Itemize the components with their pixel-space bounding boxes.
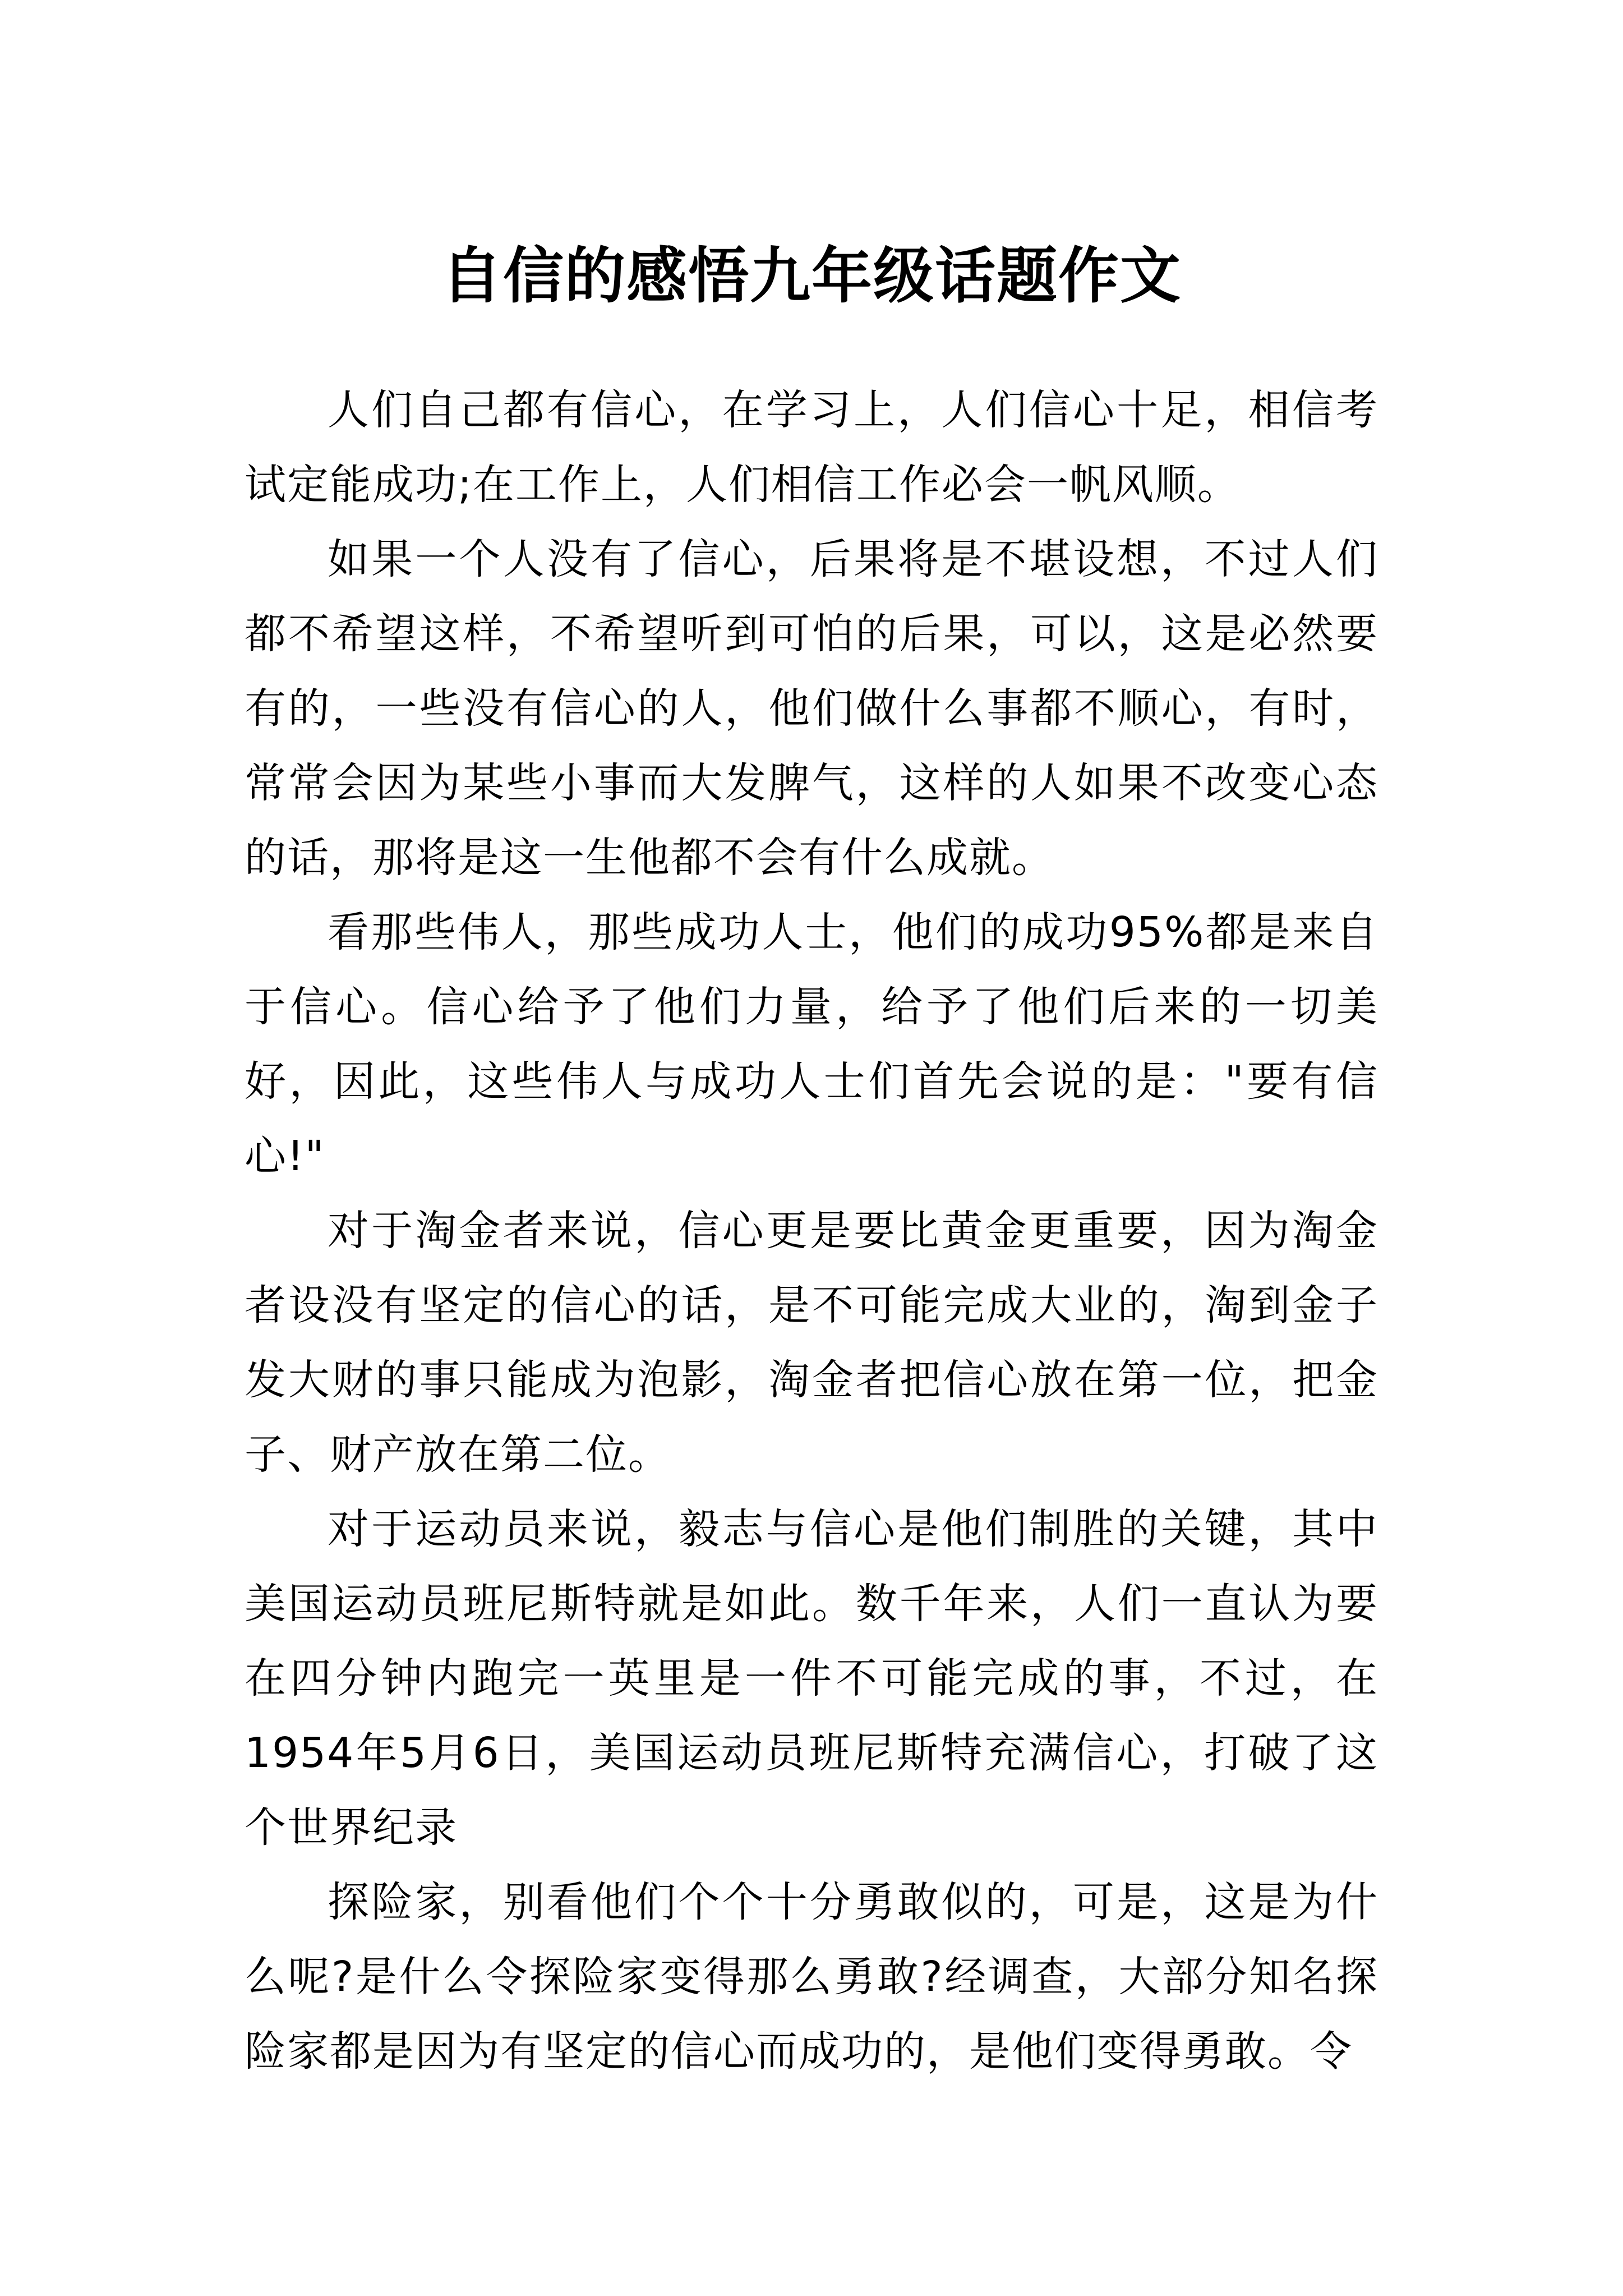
document-title: 自信的感悟九年级话题作文 [441,241,1182,312]
paragraph-6: 探险家，别看他们个个十分勇敢似的，可是，这是为什么呢?是什么令探险家变得那么勇敢?经调查，大部分知名探险家都是因为有坚定的信心而成功的，是他们变得勇敢。令 [245,1878,1378,2076]
paragraph-3: 看那些伟人，那些成功人士，他们的成功95%都是来自于信心。信心给予了他们力量，给予了他们后来的一切美好，因此，这些伟人与成功人士们首先会说的是："要有信心!" [245,908,1378,1180]
paragraph-4: 对于淘金者来说，信心更是要比黄金更重要，因为淘金者设没有坚定的信心的话，是不可能完成大业的，淘到金子发大财的事只能成为泡影，淘金者把信心放在第一位，把金子、财产放在第二位。 [245,1207,1378,1479]
paragraph-2: 如果一个人没有了信心，后果将是不堪设想，不过人们都不希望这样，不希望听到可怕的后果，可以，这是必然要有的，一些没有信心的人，他们做什么事都不顺心，有时，常常会因为某些小事而大发脾气，这样的人如果不改变心态的话，那将是这一生他都不会有什么成就。 [245,535,1378,882]
paragraph-1: 人们自己都有信心，在学习上，人们信心十足，相信考试定能成功;在工作上，人们相信工作必会一帆风顺。 [245,386,1378,509]
document-body [245,373,1378,2089]
paragraph-5: 对于运动员来说，毅志与信心是他们制胜的关键，其中美国运动员班尼斯特就是如此。数千年来，人们一直认为要在四分钟内跑完一英里是一件不可能完成的事，不过，在1954年5月6日，美国运动员班尼斯特充满信心，打破了这个世界纪录 [245,1505,1378,1852]
